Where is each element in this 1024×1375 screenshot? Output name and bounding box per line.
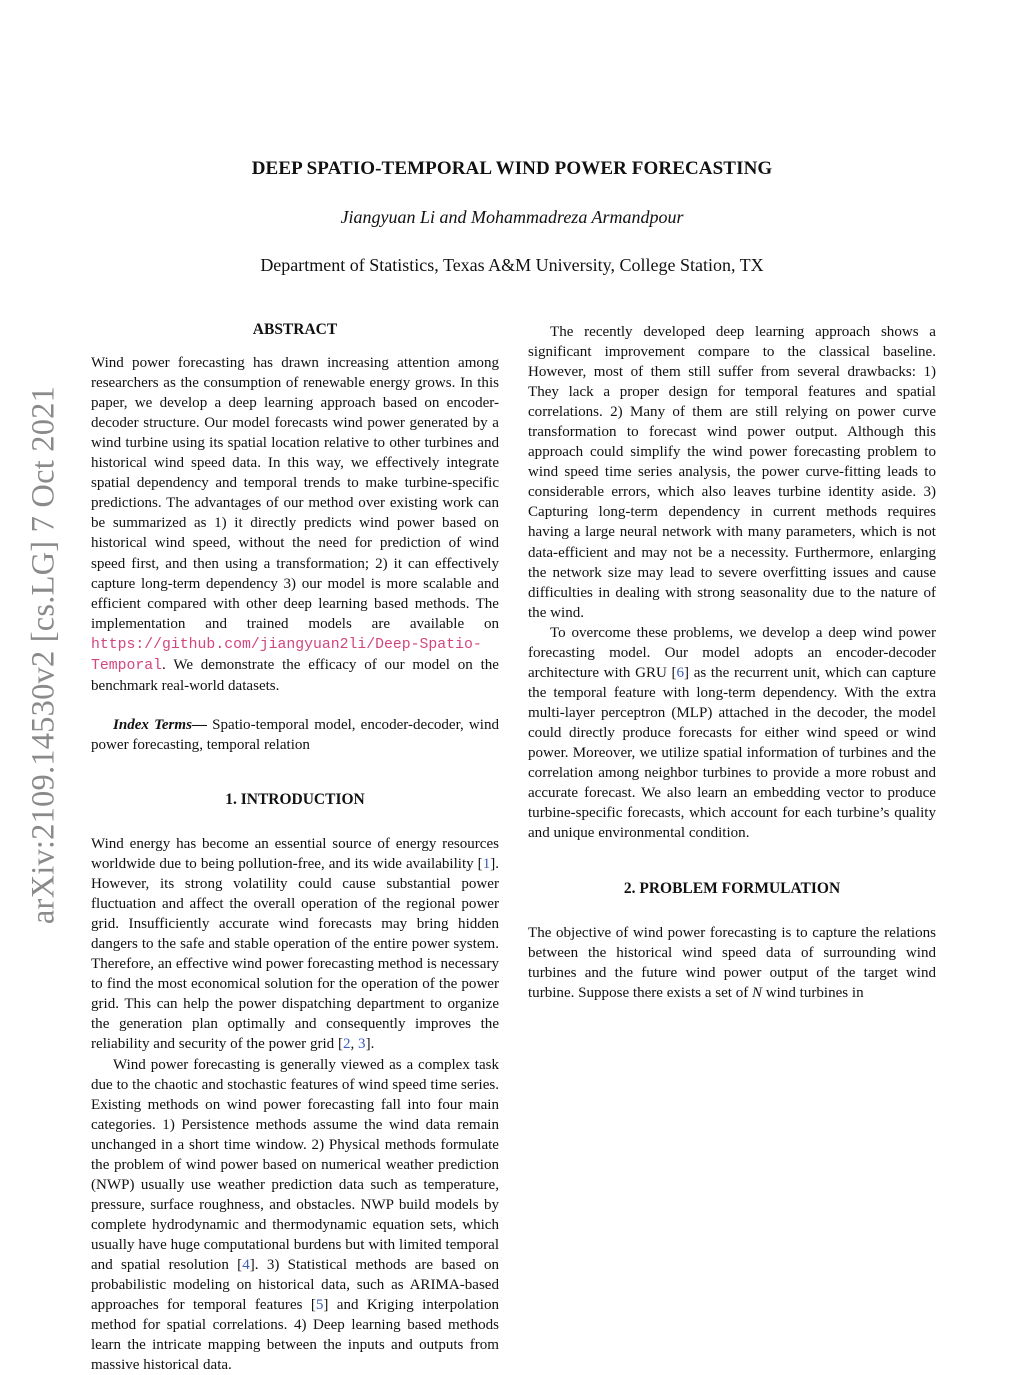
repository-link[interactable]: https://github.com/jiangyuan2li/Deep-Spatio-Temporal — [91, 637, 482, 674]
abstract-paragraph — [91, 353, 499, 696]
pf-text-b: wind turbines in — [762, 985, 864, 1001]
intro-p1-text-b: ]. However, its strong volatility could cause substantial power fluctuation and affect the overall operation of the regional power grid. Insufficiently accurate wind forecasts may bring hidden dangers to the safe and stable operation of the entire power system. Therefore, an effective wind power forecasting method is necessary to find the most economical solution for the operation of the power grid. This can help the power dispatching department to organize the generation plan optimally and consequently improves the reliability and security of the power grid [ — [91, 856, 499, 1052]
citation-link[interactable]: 1 — [483, 856, 491, 872]
intro-p2-text-b: ]. 3) Statistical methods are based on probabilistic modeling on historical data, such as ARIMA-based approaches for temporal features [ — [91, 1257, 499, 1313]
abstract-heading: ABSTRACT — [91, 320, 499, 340]
arxiv-sidebar-stamp — [16, 355, 72, 955]
math-variable-n: N — [752, 985, 762, 1001]
intro-p4-text-a: To overcome these problems, we develop a deep wind power forecasting model. Our model adopts an encoder-decoder architecture with GRU [ — [528, 625, 936, 681]
abstract-text-part2: . We demonstrate the efficacy of our model on the benchmark real-world datasets. — [91, 657, 499, 694]
problem-formulation-paragraph — [528, 923, 936, 1003]
intro-p4-text-b: ] as the recurrent unit, which can capture the temporal feature with long-term dependency. With the extra multi-layer perceptron (MLP) attached in the decoder, the model could directly produce forecasts for either wind speed or wind power. Moreover, we utilize spatial information of turbines and the correlation among neighbor turbines to provide a more robust and accurate forecast. We also learn an embedding vector to produce turbine-specific forecasts, which account for each turbine’s quality and unique environmental condition. — [528, 665, 936, 841]
intro-paragraph-4 — [528, 623, 936, 844]
intro-p1-text-c: , — [351, 1036, 359, 1052]
intro-p1-text-a: Wind energy has become an essential source of energy resources worldwide due to being pollution-free, and its wide availability [ — [91, 836, 499, 872]
citation-link[interactable]: 6 — [677, 665, 685, 681]
citation-link[interactable]: 3 — [358, 1036, 366, 1052]
index-terms-label: Index Terms— — [113, 717, 207, 733]
intro-paragraph-3: The recently developed deep learning approach shows a significant improvement compare to the classical baseline. However, most of them still suffer from several drawbacks: 1) They lack a proper design for temporal features and spatial correlations. 2) Many of them are still relying on power curve transformation to forecast wind power output. Although this approach could simplify the wind power forecasting problem to wind speed time series analysis, the power curve-fitting leads to considerable errors, which also leaves turbine identity aside. 3) Capturing long-term dependency in current methods requires having a large neural network with many parameters, which is not data-efficient and may not be a necessity. Furthermore, enlarging the network size may lead to severe overfitting issues and cause difficulties in dealing with strong seasonality due to the nature of the wind. — [528, 322, 936, 623]
citation-link[interactable]: 5 — [316, 1297, 324, 1313]
intro-p2-text-c: ] and Kriging interpolation method for spatial correlations. 4) Deep learning based methods learn the intricate mapping between the inputs and outputs from massive historical data. — [91, 1297, 499, 1373]
citation-link[interactable]: 4 — [242, 1257, 250, 1273]
index-terms-text: Spatio-temporal model, encoder-decoder, wind power forecasting, temporal relation — [91, 717, 499, 753]
intro-paragraph-1 — [91, 834, 499, 1055]
intro-p2-text-a: Wind power forecasting is generally viewed as a complex task due to the chaotic and stochastic features of wind speed time series. Existing methods on wind power forecasting fall into four main categories. 1) Persistence methods assume the wind data remain unchanged in a short time window. 2) Physical methods formulate the problem of wind power based on numerical weather prediction (NWP) usually use weather prediction data such as temperature, pressure, surface roughness, and obstacles. NWP build models by complete hydrodynamic and thermodynamic equation sets, which usually have huge computational burdens but with limited temporal and spatial resolution [ — [91, 1057, 499, 1273]
left-column — [91, 320, 499, 1375]
arxiv-identifier: arXiv:2109.14530v2 [cs.LG] 7 Oct 2021 — [26, 386, 63, 924]
intro-paragraph-2 — [91, 1055, 499, 1375]
introduction-heading: 1. INTRODUCTION — [91, 790, 499, 810]
problem-formulation-heading: 2. PROBLEM FORMULATION — [528, 879, 936, 899]
abstract-text-part1: Wind power forecasting has drawn increasing attention among researchers as the consumption of renewable energy grows. In this paper, we develop a deep learning approach based on encoder-decoder structure. Our model forecasts wind power generated by a wind turbine using its spatial location relative to other turbines and historical wind speed data. In this way, we effectively integrate spatial dependency and temporal trends to make turbine-specific predictions. The advantages of our method over existing work can be summarized as 1) it directly predicts wind power based on historical wind speed, without the need for prediction of wind speed first, and then using a transformation; 2) it can effectively capture long-term dependency 3) our model is more scalable and efficient compared with other deep learning based methods. The implementation and trained models are available on — [91, 355, 499, 632]
paper-affiliation: Department of Statistics, Texas A&M University, College Station, TX — [0, 255, 1024, 276]
pf-text-a: The objective of wind power forecasting is to capture the relations between the historical wind speed data of surrounding wind turbines and the future wind power output of the target wind turbine. Suppose there exists a set of — [528, 925, 936, 1001]
paper-title: DEEP SPATIO-TEMPORAL WIND POWER FORECASTING — [0, 158, 1024, 180]
citation-link[interactable]: 2 — [343, 1036, 351, 1052]
right-column — [528, 322, 936, 1003]
paper-authors: Jiangyuan Li and Mohammadreza Armandpour — [0, 207, 1024, 228]
intro-p1-text-d: ]. — [366, 1036, 375, 1052]
index-terms — [91, 715, 499, 755]
